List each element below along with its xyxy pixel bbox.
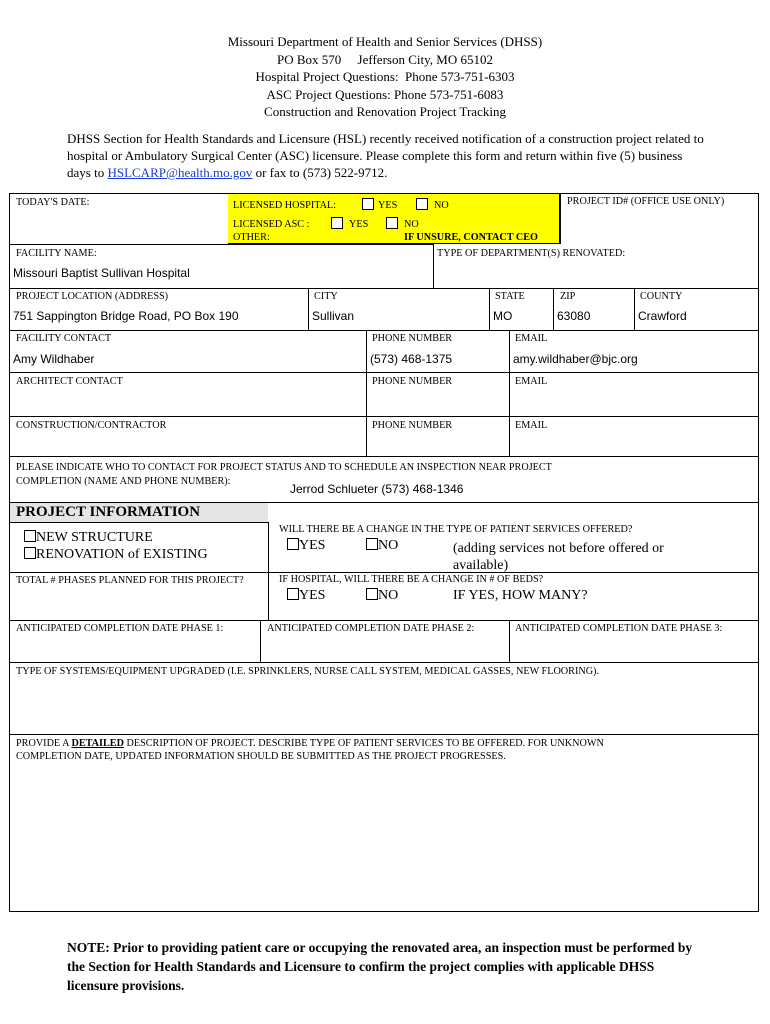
licensed-asc-label: LICENSED ASC : bbox=[233, 219, 310, 230]
state-value[interactable]: MO bbox=[493, 309, 513, 323]
how-many-label: IF YES, HOW MANY? bbox=[453, 588, 588, 603]
description-line-2: COMPLETION DATE, UPDATED INFORMATION SHOULD BE SUBMITTED AS THE PROJECT PROGRESSES. bbox=[16, 751, 506, 762]
services-no-checkbox[interactable] bbox=[366, 538, 378, 550]
facility-name-value[interactable]: Missouri Baptist Sullivan Hospital bbox=[13, 266, 190, 280]
beds-yes-checkbox[interactable] bbox=[287, 588, 299, 600]
city-label: CITY bbox=[314, 291, 338, 302]
location-value[interactable]: 751 Sappington Bridge Road, PO Box 190 bbox=[13, 309, 239, 323]
project-id-label: PROJECT ID# (OFFICE USE ONLY) bbox=[567, 196, 725, 207]
asc-yes-checkbox[interactable] bbox=[331, 217, 343, 229]
header-line-4: ASC Project Questions: Phone 573-751-6083 bbox=[266, 86, 504, 102]
other-label: OTHER: bbox=[233, 232, 270, 243]
intro-text-end: or fax to (573) 522-9712. bbox=[252, 165, 388, 180]
services-yes-label: YES bbox=[299, 538, 326, 553]
intro-email-link[interactable]: HSLCARP@health.mo.gov bbox=[107, 165, 253, 180]
contact-question-line-1: PLEASE INDICATE WHO TO CONTACT FOR PROJECT STATUS AND TO SCHEDULE AN INSPECTION NEAR PROJECT bbox=[16, 462, 552, 473]
intro-paragraph bbox=[67, 130, 707, 181]
phases-label: TOTAL # PHASES PLANNED FOR THIS PROJECT? bbox=[16, 575, 244, 586]
description-pre: PROVIDE A bbox=[16, 738, 72, 749]
description-line-1 bbox=[16, 738, 604, 750]
facility-email-label: EMAIL bbox=[515, 333, 548, 344]
unsure-note: IF UNSURE, CONTACT CEO bbox=[404, 232, 538, 243]
renovation-option[interactable] bbox=[24, 547, 208, 563]
beds-no-option[interactable] bbox=[366, 588, 398, 604]
beds-yes-option[interactable] bbox=[287, 588, 325, 604]
project-info-heading: PROJECT INFORMATION bbox=[16, 504, 201, 520]
renovation-label: RENOVATION of EXISTING bbox=[36, 547, 208, 562]
city-value[interactable]: Sullivan bbox=[312, 309, 355, 323]
description-detailed: DETAILED bbox=[71, 738, 124, 749]
phase-3-label: ANTICIPATED COMPLETION DATE PHASE 3: bbox=[515, 623, 723, 634]
header-line-2: PO Box 570 Jefferson City, MO 65102 bbox=[277, 51, 493, 67]
zip-label: ZIP bbox=[560, 291, 576, 302]
header-line-5: Construction and Renovation Project Tracking bbox=[264, 104, 506, 119]
beds-no-checkbox[interactable] bbox=[366, 588, 378, 600]
header-line-3: Hospital Project Questions: Phone 573-751-6303 bbox=[255, 69, 515, 84]
services-yes-checkbox[interactable] bbox=[287, 538, 299, 550]
contractor-email-label: EMAIL bbox=[515, 420, 548, 431]
contact-question-line-2: COMPLETION (NAME AND PHONE NUMBER): bbox=[16, 476, 231, 487]
phase-2-label: ANTICIPATED COMPLETION DATE PHASE 2: bbox=[267, 623, 475, 634]
facility-email-value[interactable]: amy.wildhaber@bjc.org bbox=[513, 352, 638, 366]
asc-no-label: NO bbox=[404, 219, 419, 230]
county-label: COUNTY bbox=[640, 291, 683, 302]
contractor-label: CONSTRUCTION/CONTRACTOR bbox=[16, 420, 167, 431]
beds-question: IF HOSPITAL, WILL THERE BE A CHANGE IN # OF BEDS? bbox=[279, 574, 544, 585]
todays-date-label: TODAY'S DATE: bbox=[16, 197, 90, 208]
intro-text: DHSS Section for Health Standards and Licensure (HSL) recently received notification of a construction project related to hospital or Ambulatory Surgical Center (ASC) licensure. Please complete this form and return within five (5) business days to bbox=[67, 131, 704, 180]
department-label: TYPE OF DEPARTMENT(S) RENOVATED: bbox=[437, 248, 626, 259]
licensed-hospital-label: LICENSED HOSPITAL: bbox=[233, 200, 337, 211]
facility-contact-label: FACILITY CONTACT bbox=[16, 333, 112, 344]
architect-label: ARCHITECT CONTACT bbox=[16, 376, 123, 387]
zip-value[interactable]: 63080 bbox=[557, 309, 591, 323]
systems-label: TYPE OF SYSTEMS/EQUIPMENT UPGRADED (I.E. SPRINKLERS, NURSE CALL SYSTEM, MEDICAL GASSES, NEW FLOORING). bbox=[16, 666, 599, 677]
hospital-yes-label: YES bbox=[378, 200, 398, 211]
asc-no-checkbox[interactable] bbox=[386, 217, 398, 229]
state-label: STATE bbox=[495, 291, 525, 302]
facility-phone-label: PHONE NUMBER bbox=[372, 333, 453, 344]
architect-phone-label: PHONE NUMBER bbox=[372, 376, 453, 387]
contact-value[interactable]: Jerrod Schlueter (573) 468-1346 bbox=[290, 482, 464, 496]
location-label: PROJECT LOCATION (ADDRESS) bbox=[16, 291, 169, 302]
hospital-yes-checkbox[interactable] bbox=[362, 198, 374, 210]
services-no-option[interactable] bbox=[366, 538, 398, 554]
renovation-checkbox[interactable] bbox=[24, 547, 36, 559]
facility-contact-value[interactable]: Amy Wildhaber bbox=[13, 352, 95, 366]
facility-phone-value[interactable]: (573) 468-1375 bbox=[370, 352, 453, 366]
county-value[interactable]: Crawford bbox=[638, 309, 687, 323]
phase-1-label: ANTICIPATED COMPLETION DATE PHASE 1: bbox=[16, 623, 224, 634]
inspection-note: NOTE: Prior to providing patient care or occupying the renovated area, an inspection must be performed by the Section for Health Standards and Licensure to confirm the project complies with applicable DHSS licensure provisions. bbox=[67, 940, 693, 993]
new-structure-label: NEW STRUCTURE bbox=[36, 530, 153, 545]
asc-yes-label: YES bbox=[349, 219, 369, 230]
description-post: DESCRIPTION OF PROJECT. DESCRIBE TYPE OF PATIENT SERVICES TO BE OFFERED. FOR UNKNOWN bbox=[123, 738, 604, 749]
facility-name-label: FACILITY NAME: bbox=[16, 248, 97, 259]
beds-yes-label: YES bbox=[299, 588, 326, 603]
letterhead bbox=[0, 33, 770, 121]
header-line-1: Missouri Department of Health and Senior Services (DHSS) bbox=[227, 34, 543, 49]
new-structure-checkbox[interactable] bbox=[24, 530, 36, 542]
new-structure-option[interactable] bbox=[24, 530, 153, 546]
services-yes-option[interactable] bbox=[287, 538, 325, 554]
services-note: (adding services not before offered or available) bbox=[453, 541, 664, 573]
services-no-label: NO bbox=[378, 538, 399, 553]
contractor-phone-label: PHONE NUMBER bbox=[372, 420, 453, 431]
services-question: WILL THERE BE A CHANGE IN THE TYPE OF PATIENT SERVICES OFFERED? bbox=[279, 524, 633, 535]
beds-no-label: NO bbox=[378, 588, 399, 603]
hospital-no-label: NO bbox=[434, 200, 449, 211]
architect-email-label: EMAIL bbox=[515, 376, 548, 387]
hospital-no-checkbox[interactable] bbox=[416, 198, 428, 210]
